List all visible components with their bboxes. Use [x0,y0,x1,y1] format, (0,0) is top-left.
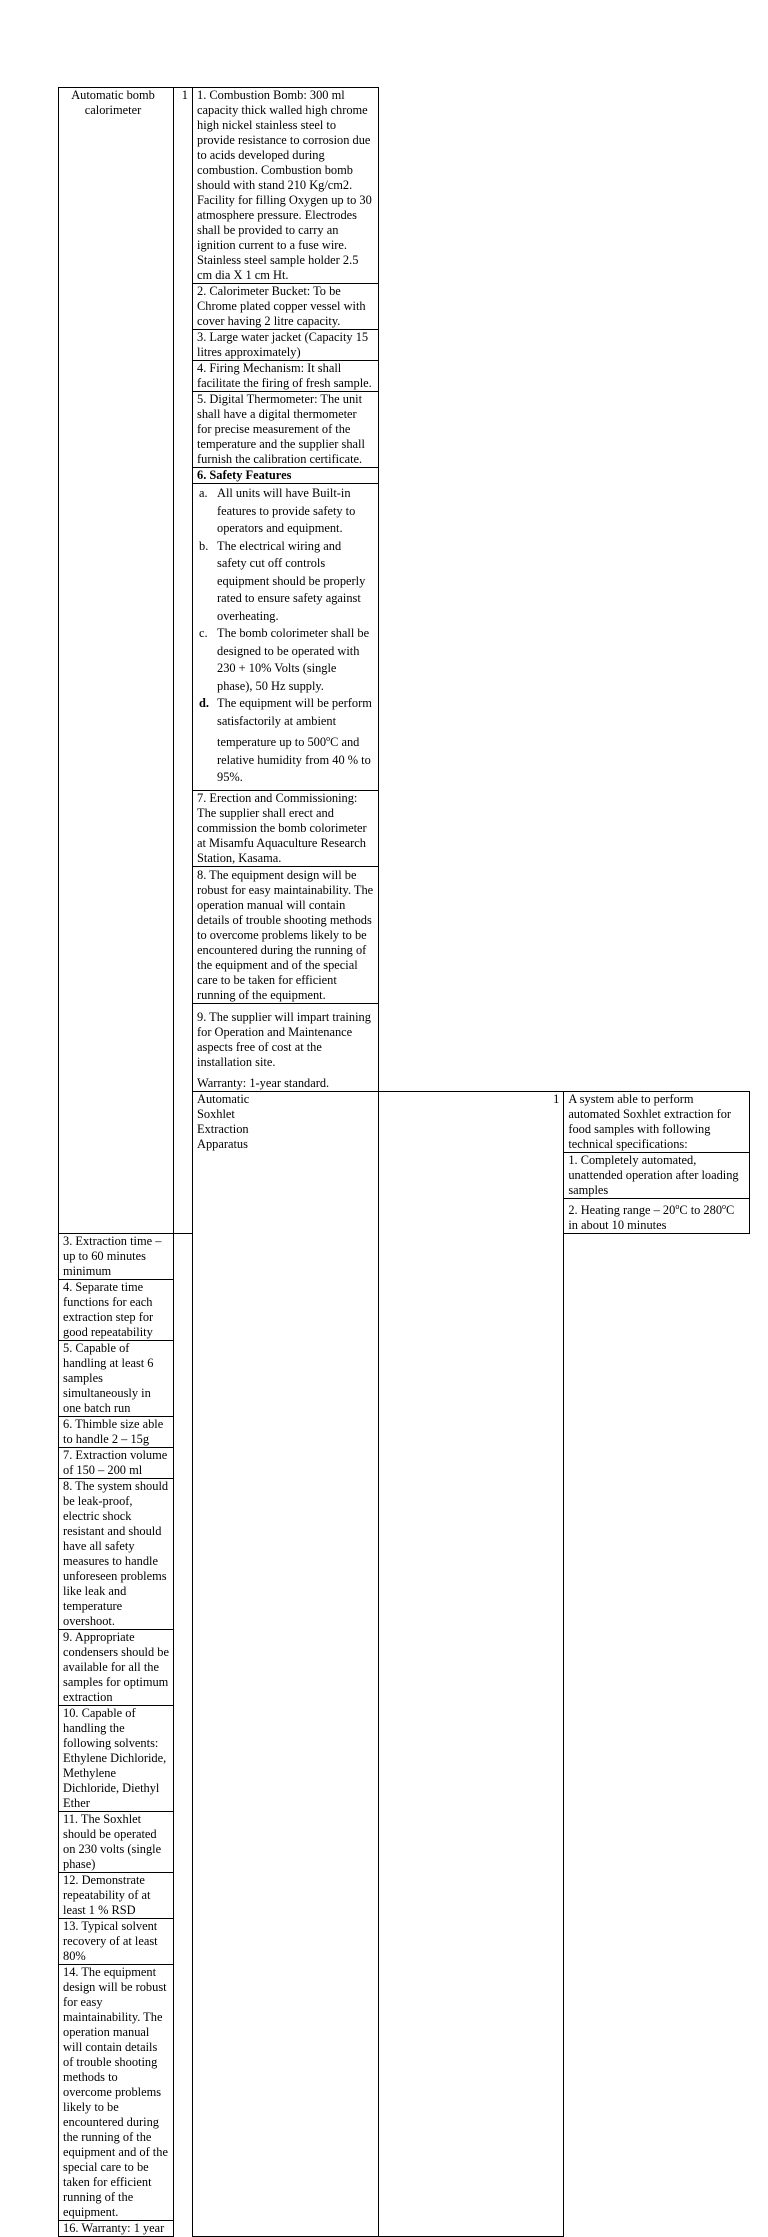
list-item [197,485,374,538]
spec-text: 2. Heating range – 20 [568,1202,676,1217]
spec-cell: 5. Capable of handling at least 6 samples simultaneously in one batch run [59,1340,174,1416]
spec-text: C to 280 [679,1202,723,1217]
item-name: Automatic Soxhlet Extraction Apparatus [197,1091,250,1151]
training-cell [193,1003,379,1091]
spec-cell: 1. Combustion Bomb: 300 ml capacity thick walled high chrome high nickel stainless steel to provide resistance to corrosion due to acids developed during combustion. Combustion bomb should with stand 210 Kg/cm2. Facility for filling Oxygen up to 30 atmosphere pressure. Electrodes shall be provided to carry an ignition current to a fuse wire. Stainless steel sample holder 2.5 cm dia X 1 cm Ht. [193,88,379,284]
list-marker: a. [199,486,208,500]
spec-cell: 2. Calorimeter Bucket: To be Chrome plated copper vessel with cover having 2 litre capacity. [193,284,379,330]
spec-cell: 9. Appropriate condensers should be available for all the samples for optimum extraction [59,1629,174,1705]
spec-cell: 14. The equipment design will be robust for easy maintainability. The operation manual will contain details of trouble shooting methods to overcome problems likely to be encountered during the running of the equipment and of the special care to be taken for efficient running of the equipment. [59,1964,174,2220]
superscript: o [675,1201,680,1211]
list-text: The bomb colorimeter shall be designed to be operated with 230 + 10% Volts (single phase), 50 Hz supply. [217,626,370,693]
spec-cell: 6. Thimble size able to handle 2 – 15g [59,1416,174,1447]
spec-cell: 16. Warranty: 1 year [59,2220,174,2236]
spec-cell: 8. The equipment design will be robust for easy maintainability. The operation manual will contain details of trouble shooting methods to overcome problems likely to be encountered during the running of the equipment and of the special care to be taken for efficient running of the equipment. [193,866,379,1003]
list-text: The equipment will be perform satisfactorily at ambient temperature up to 500 [217,696,372,750]
spec-cell: 1. Completely automated, unattended operation after loading samples [564,1152,750,1198]
safety-list [197,485,374,787]
list-item [197,538,374,626]
training-text: 9. The supplier will impart training for Operation and Maintenance aspects free of cost at the installation site. [197,1009,371,1069]
item-name: Automatic bomb calorimeter [71,88,155,117]
spec-cell: 8. The system should be leak-proof, electric shock resistant and should have all safety measures to handle unforeseen problems like leak and temperature overshoot. [59,1478,174,1629]
warranty-text: Warranty: 1-year standard. [197,1075,330,1090]
spec-cell: 4. Separate time functions for each extraction step for good repeatability [59,1279,174,1340]
superscript: o [326,734,331,743]
list-marker: c. [199,626,208,640]
spec-text: C in about 10 minutes [568,1202,735,1232]
spec-cell [564,1198,750,1233]
item-qty: 1 [174,88,193,1234]
spec-cell: 3. Extraction time – up to 60 minutes minimum [59,1233,174,1279]
spec-cell: 13. Typical solvent recovery of at least 80% [59,1918,174,1964]
item-name-cell [59,88,174,1234]
safety-list-cell [193,484,379,791]
list-text: The electrical wiring and safety cut off controls equipment should be properly rated to ensure safety against overheating. [217,538,366,623]
superscript: o [722,1201,727,1211]
table-row [59,88,750,284]
spec-cell: 4. Firing Mechanism: It shall facilitate the firing of fresh sample. [193,361,379,392]
safety-heading: 6. Safety Features [193,468,379,484]
list-item [197,625,374,695]
spec-cell: 3. Large water jacket (Capacity 15 litres approximately) [193,330,379,361]
spec-cell: 7. Erection and Commissioning: The supplier shall erect and commission the bomb colorimeter at Misamfu Aquaculture Research Station, Kasama. [193,790,379,866]
specification-table [58,87,750,2237]
list-item [197,695,374,787]
item-qty: 1 [378,1091,564,2236]
list-marker: d. [199,696,209,710]
spec-cell: 5. Digital Thermometer: The unit shall have a digital thermometer for precise measurement of the temperature and the supplier shall furnish the calibration certificate. [193,392,379,468]
spec-cell: 11. The Soxhlet should be operated on 230 volts (single phase) [59,1811,174,1872]
item-name-cell [193,1091,379,2236]
spec-cell: 7. Extraction volume of 150 – 200 ml [59,1447,174,1478]
list-marker: b. [199,538,209,553]
spec-cell: 12. Demonstrate repeatability of at least 1 % RSD [59,1872,174,1918]
list-text: All units will have Built-in features to provide safety to operators and equipment. [217,486,356,535]
spec-cell: 10. Capable of handling the following solvents: Ethylene Dichloride, Methylene Dichloride, Diethyl Ether [59,1705,174,1811]
intro-cell: A system able to perform automated Soxhlet extraction for food samples with following technical specifications: [564,1091,750,1152]
list-text: C and relative humidity from 40 % to 95%. [217,735,371,785]
